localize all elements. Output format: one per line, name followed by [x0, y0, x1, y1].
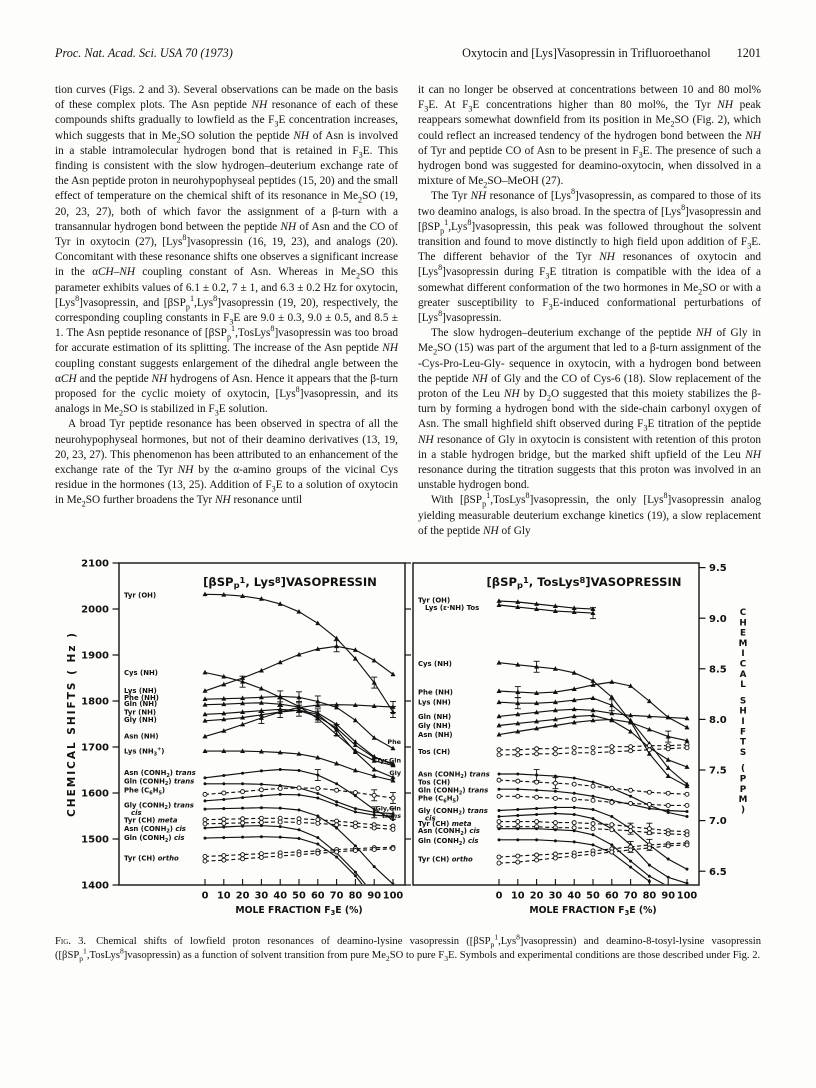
resonance-label: Phe (NH)	[124, 694, 159, 703]
svg-text:30: 30	[548, 890, 563, 902]
svg-text:40: 40	[567, 890, 582, 902]
svg-text:1900: 1900	[81, 650, 109, 662]
svg-text:80: 80	[642, 890, 657, 902]
svg-text:1400: 1400	[81, 880, 109, 892]
running-title: Oxytocin and [Lys]Vasopressin in Trifluoroethanol	[462, 46, 711, 60]
svg-text:0: 0	[201, 890, 209, 902]
curve-annotation: Gly,Gln trans	[375, 804, 401, 820]
svg-text:0: 0	[495, 890, 503, 902]
resonance-label: Gln $(CONH_2)$ cis	[124, 834, 185, 844]
x-axis-title: MOLE FRACTION F3E (%)	[235, 905, 363, 917]
svg-text:8.0: 8.0	[709, 715, 727, 727]
svg-text:50: 50	[292, 890, 306, 902]
body-paragraph: The slow hydrogen–deuterium exchange of the peptide NH of Gly in $Me_2SO$ (15) was part of the argument that led to a β-turn assignment of the -Cys-Pro-Leu-Gly- sequence in oxytocin, with a hydrogen bond between the peptide NH of Gly and the CO of Cys-6 (18). Slow replacement of the proton of the Leu NH by $D_2O$ suggested that this moiety stabilizes the β-turn by forming a hydrogen bond with the side-chain carbonyl oxygen of Asn. The small highfield shift observed during $F_3E$ titration of the peptide NH resonance of Gly in oxytocin is consistent with retention of this proton in a stable hydrogen bridge, but the marked shift upfield of the Leu NH resonance during the titration suggests that this proton was involved in an unstable hydrogen bond.	[418, 327, 762, 492]
y-axis-title-ppm: H	[739, 618, 747, 629]
y-axis-title-ppm: C	[739, 659, 747, 670]
series-Gly(NH)	[205, 710, 393, 777]
series-Gly(CONH2)trans	[499, 807, 687, 869]
resonance-label: Gly (NH)	[124, 715, 157, 724]
panel-0	[119, 563, 405, 917]
resonance-label: Cys (NH)	[124, 668, 158, 677]
svg-text:7.0: 7.0	[709, 816, 727, 828]
resonance-label: Gln (NH)	[124, 700, 158, 709]
y-axis-title-ppm: P	[739, 774, 747, 785]
series-Gly(CONH2)trans	[205, 794, 393, 816]
svg-text:80: 80	[348, 890, 363, 902]
svg-text:1600: 1600	[81, 788, 109, 800]
figure-label: Fig. 3.	[55, 936, 87, 948]
svg-text:70: 70	[329, 890, 344, 902]
y-axis-title-ppm: S	[739, 747, 747, 758]
right-column	[418, 83, 761, 539]
resonance-label: Gly $(CONH_2)$ trans cis	[124, 801, 194, 817]
running-head	[462, 46, 761, 61]
resonance-label: Asn (NH)	[124, 732, 159, 741]
resonance-label: Tyr (NH)	[124, 708, 157, 717]
y-axis-title-ppm: T	[739, 737, 747, 748]
resonance-label: Tyr (CH) meta	[418, 820, 472, 829]
curve-annotation: Gly	[389, 769, 401, 778]
two-column-body	[55, 83, 761, 539]
y-axis-title-ppm: L	[740, 680, 746, 691]
series-Lys(eNH)Tos	[499, 605, 593, 613]
body-paragraph: With [βSP$_p^1$,TosLys$^8$]vasopressin, the only [Lys$^8$]vasopressin analog yielding measurable deuterium exchange kinetics (19), a slow replacement of the peptide NH of Gly	[418, 491, 761, 537]
resonance-label: Tyr (CH) ortho	[124, 854, 179, 863]
y-axis-title-ppm: S	[739, 696, 747, 707]
y-axis-title-ppm: A	[739, 669, 747, 680]
y-axis-title-ppm: P	[739, 784, 747, 795]
svg-text:1700: 1700	[81, 742, 109, 754]
svg-text:7.5: 7.5	[709, 765, 727, 777]
resonance-label: Lys (NH)	[124, 686, 157, 695]
resonance-label: Tyr (CH) ortho	[418, 855, 473, 864]
resonance-label: Tyr (CH) meta	[124, 816, 178, 825]
resonance-label: Tyr (OH)	[124, 591, 157, 600]
figure-3-chart	[55, 549, 761, 931]
resonance-label: Tos (CH)	[418, 748, 451, 757]
series-group	[203, 592, 397, 902]
resonance-label: Tos (CH)	[418, 778, 451, 787]
resonance-label: Gln $(CONH_2)$ trans	[124, 777, 195, 788]
y-axis-title-ppm: E	[739, 628, 747, 639]
y-axis-title-ppm: F	[739, 727, 747, 738]
resonance-label: Asn $(CONH_2)$ cis	[418, 827, 480, 838]
resonance-label: Phe $(C_6H_5)$	[124, 786, 166, 797]
svg-text:1800: 1800	[81, 696, 109, 708]
svg-text:10: 10	[510, 890, 525, 902]
y-axis-title-ppm: (	[740, 764, 746, 775]
svg-text:1500: 1500	[81, 834, 109, 846]
resonance-label: Gln (NH)	[418, 712, 452, 721]
series-Gln(CONH2)cis	[499, 840, 649, 882]
svg-text:9.5: 9.5	[709, 563, 727, 575]
curve-annotation: Phe	[387, 738, 401, 747]
svg-text:100: 100	[676, 890, 698, 902]
resonance-label: Gln $(CONH_2)$ trans	[418, 786, 489, 797]
resonance-label: Gly $(CONH_2)$ trans cis	[418, 806, 488, 823]
svg-text:100: 100	[382, 890, 404, 902]
page-header	[55, 46, 761, 61]
body-paragraph: tion curves (Figs. 2 and 3). Several observations can be made on the basis of these complex plots. The Asn peptide NH resonance of each of these compounds shifts gradually to lowfield as the $F_3E$ concentration increases, which suggests that in $Me_2SO$ solution the peptide NH of Asn is involved in a stable intramolecular hydrogen bond that is retained in $F_3E$. This finding is consistent with the slow hydrogen–deuterium exchange rate of the Asn peptide proton in neurohypophyseal peptides (15, 20) and the small effect of temperature on the chemical shift of its resonance in $Me_2SO$ (19, 20, 23, 27), both of which favor the assignment of a β-turn with a transannular hydrogen bond between the peptide NH of Asn and the CO of Tyr in oxytocin (27), [Lys$^8$]vasopressin (16, 19, 23), and analogs (20). Concomitant with these resonance shifts one observes a significant increase in the αCH–NH coupling constant of Asn. Whereas in $Me_2SO$ this parameter exhibits values of 6.1 ± 0.2, 7 ± 1, and 6.3 ± 0.2 Hz for oxytocin, [Lys$^8$]vasopressin, and [βSP$_p^1$,Lys$^8$]vasopressin (19, 20), respectively, the corresponding coupling constants in $F_3E$ are 9.0 ± 0.3, 9.0 ± 0.5, and 8.5 ± 1. The Asn peptide resonance of [βSP$_p^1$,TosLys$^8$]vasopressin was too broad for accurate estimation of its splitting. The increase of the Asn peptide NH coupling constant suggests enlargement of the dihedral angle between the αCH and the peptide NH hydrogens of Asn. Hence it appears that the β-turn proposed for the cyclic moiety of oxytocin, [Lys$^8$]vasopressin, and its analogs in $Me_2SO$ is stabilized in $F_3E$ solution.	[55, 84, 399, 418]
svg-text:2100: 2100	[81, 558, 109, 570]
curve-annotation: Tyr,Gln	[376, 756, 401, 765]
y-axis-title-hz: CHEMICAL SHIFTS ( Hz )	[66, 631, 78, 818]
body-paragraph: it can no longer be observed at concentrations between 10 and 80 mol% $F_3E$. At $F_3E$ concentrations higher than 80 mol%, the Tyr NH peak reappears somewhat downfield from its position in $Me_2SO$ (Fig. 2), which could reflect an increased tendency of the hydrogen bond between the NH of Tyr and peptide CO of Asn to be present in $F_3E$. The presence of such a hydrogen bond was suggested for deamino-oxytocin, when dissolved in a mixture of $Me_2SO$–MeOH (27).	[418, 84, 761, 190]
y-axis-title-ppm: I	[741, 649, 745, 660]
svg-text:20: 20	[235, 890, 250, 902]
series-Gly(NH)	[499, 715, 687, 767]
journal-citation: Proc. Nat. Acad. Sci. USA 70 (1973)	[55, 46, 233, 60]
svg-text:90: 90	[367, 890, 382, 902]
figure-3	[55, 549, 761, 963]
resonance-label: Gly (NH)	[418, 721, 451, 730]
svg-text:2000: 2000	[81, 604, 109, 616]
svg-text:20: 20	[529, 890, 544, 902]
resonance-label: Cys (NH)	[418, 660, 452, 669]
y-axis-title-ppm: H	[739, 706, 747, 717]
svg-text:90: 90	[661, 890, 676, 902]
svg-text:50: 50	[586, 890, 600, 902]
series-Tyr(OH)	[499, 601, 593, 609]
y-axis-title-ppm: C	[739, 608, 747, 619]
x-axis-title: MOLE FRACTION F3E (%)	[529, 905, 657, 917]
svg-text:30: 30	[254, 890, 269, 902]
resonance-label: Phe (NH)	[418, 688, 453, 697]
svg-text:6.5: 6.5	[709, 866, 727, 878]
resonance-label: Asn $(CONH_2)$ cis	[124, 824, 186, 835]
resonance-label: Lys $(NH_3^+)$	[124, 746, 165, 758]
resonance-label: Tyr (OH) Lys (ε·NH) Tos	[418, 596, 480, 612]
figure-caption-text: Chemical shifts of lowfield proton resonances of deamino-lysine vasopressin ([βSP$_p^1$,Lys$^8$]vasopressin) and deamino-8-tosyl-lysine vasopressin ([βSP$_p^1$,TosLys$^8$]vasopressin) as a function of solvent transition from pure $Me_2SO$ to pure $F_3E$. Symbols and experimental conditions are those described under Fig. 2.	[55, 932, 761, 963]
series-group	[497, 598, 690, 888]
y-axis-title-ppm: M	[738, 638, 748, 649]
y-axis-title-ppm: )	[740, 805, 746, 816]
resonance-label: Phe $(C_6H_5)$	[418, 794, 460, 805]
figure-caption	[55, 932, 761, 963]
body-paragraph: The Tyr NH resonance of [Lys$^8$]vasopressin, as compared to those of its two deamino analogs, is also broad. In the spectra of [Lys$^8$]vasopressin and [βSP$_p^1$,Lys$^8$]vasopressin, this peak was followed throughout the solvent transition and found to move distinctly to high field upon addition of $F_3E$. The different behavior of the Tyr NH resonances of oxytocin and [Lys$^8$]vasopressin during $F_3E$ titration is compatible with the idea of a somewhat different conformation of the two hormones in $Me_2SO$ or with a greater susceptibility to $F_3E$-induced conformational perturbations of [Lys$^8$]vasopressin.	[418, 187, 762, 325]
svg-text:60: 60	[310, 890, 325, 902]
panel-title: [βSPp$^1$, TosLys$^8$]VASOPRESSIN	[486, 575, 682, 590]
resonance-label: Asn (NH)	[418, 731, 453, 740]
y-axis-title-ppm: I	[741, 717, 745, 728]
left-column	[55, 83, 398, 539]
resonance-label: Asn $(CONH_2)$ trans	[418, 770, 490, 781]
body-paragraph: A broad Tyr peptide resonance has been observed in spectra of all the neurohypophyseal hormones, but not of their deamino derivatives (13, 19, 20, 23, 27). This phenomenon has been attributed to an enhancement of the exchange rate of the Tyr NH by the α-amino groups of the vicinal Cys residue in the hormones (13, 25). Addition of $F_3E$ to a solution of oxytocin in $Me_2SO$ further broadens the Tyr NH resonance until	[55, 418, 398, 509]
resonance-label: Asn $(CONH_2)$ trans	[124, 769, 196, 780]
svg-text:10: 10	[216, 890, 231, 902]
y-axis-ppm	[699, 563, 747, 878]
page-number: 1201	[736, 46, 761, 60]
svg-text:40: 40	[273, 890, 288, 902]
svg-text:8.5: 8.5	[709, 664, 727, 676]
svg-text:60: 60	[604, 890, 619, 902]
y-axis-title-ppm: M	[738, 795, 748, 806]
y-axis-hz	[81, 559, 119, 892]
svg-text:70: 70	[623, 890, 638, 902]
svg-text:9.0: 9.0	[709, 613, 727, 625]
panel-1	[413, 563, 699, 917]
resonance-label: Lys (NH)	[418, 698, 451, 707]
panel-title: [βSPp$^1$, Lys$^8$]VASOPRESSIN	[203, 575, 377, 590]
resonance-label: Gln $(CONH_2)$ cis	[418, 837, 479, 848]
